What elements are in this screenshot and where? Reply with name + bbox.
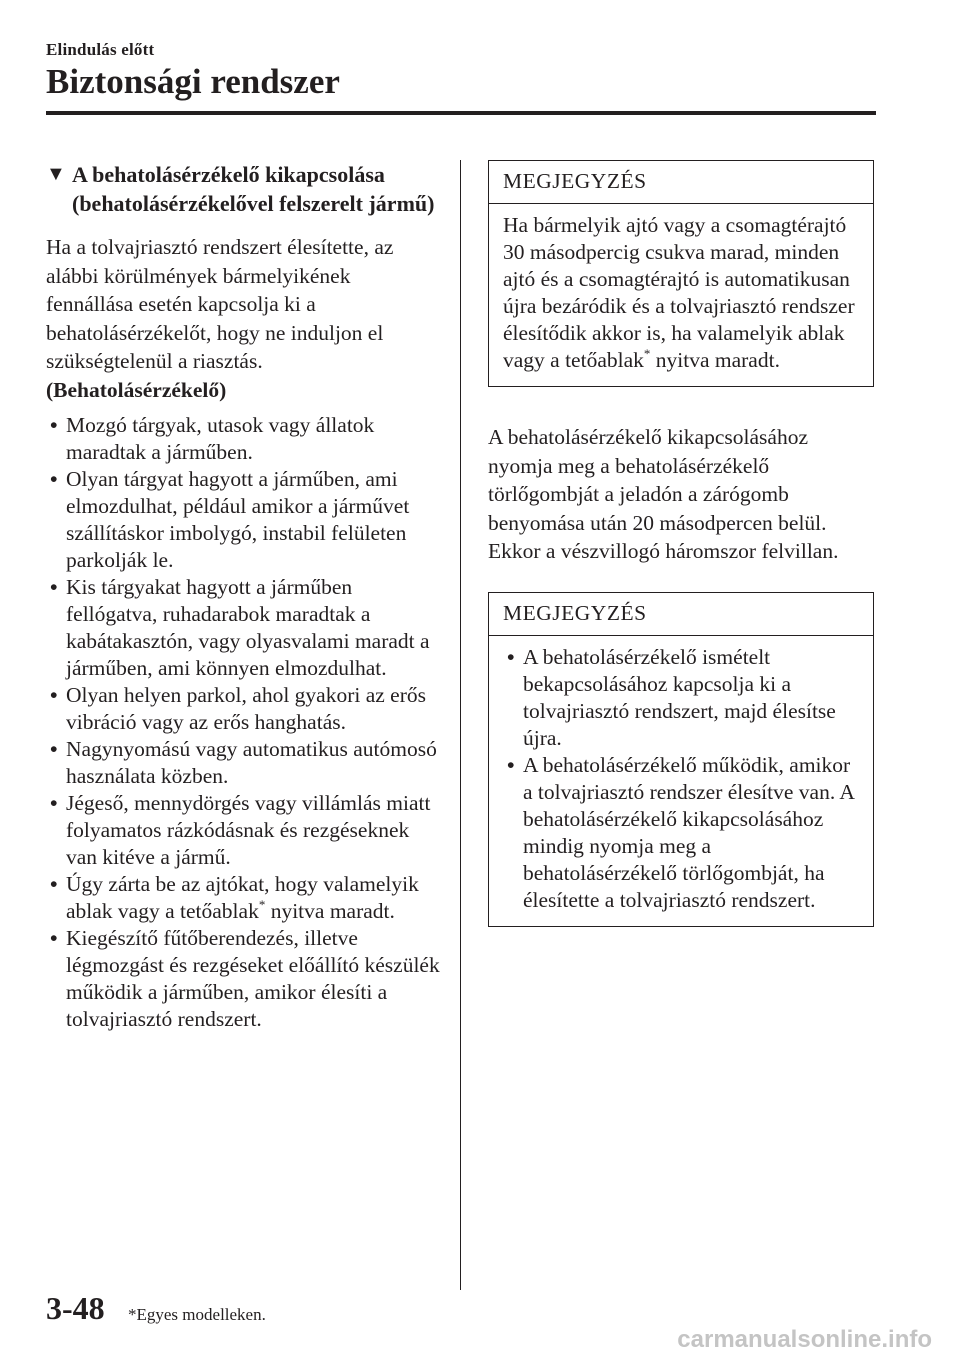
subheading: (Behatolásérzékelő)	[46, 377, 227, 402]
note-heading: MEGJEGYZÉS	[489, 593, 873, 636]
bullet-icon: •	[50, 413, 58, 437]
note-body	[489, 636, 873, 926]
right-column	[488, 160, 876, 927]
left-column	[46, 160, 441, 1033]
bullet-icon: •	[50, 467, 58, 491]
bullet-icon: •	[50, 683, 58, 707]
intro-paragraph: Ha a tolvajriasztó rendszert élesítette, az alábbi körülmények bármelyikének fennállása esetén kapcsolja ki a behatolásérzékelőt, hogy ne induljon el szükségtelenül a riasztás.	[46, 235, 394, 373]
note-box	[488, 592, 874, 927]
list-item	[503, 644, 861, 752]
main-paragraph: A behatolásérzékelő kikapcsolásához nyomja meg a behatolásérzékelő törlőgombját a jeladón a zárógomb benyomása után 20 másodpercen belül. Ekkor a vészvillogó háromszor felvillan.	[488, 425, 839, 563]
bullet-icon: •	[50, 872, 58, 896]
bullet-icon: •	[50, 926, 58, 950]
list-item	[46, 925, 441, 1033]
list-item	[46, 682, 441, 736]
bullet-icon: •	[50, 791, 58, 815]
list-item-text: Nagynyomású vagy automatikus autómosó használata közben.	[66, 737, 437, 788]
bullet-icon: •	[50, 575, 58, 599]
triangle-down-icon: ▼	[46, 163, 66, 185]
list-item-text: Kis tárgyakat hagyott a járműben fellógatva, ruhadarabok maradtak a kabátakasztón, vagy olyasvalami maradt a járműben, ami könnyen elmozdulhat.	[66, 575, 430, 680]
breadcrumb: Elindulás előtt	[46, 40, 155, 59]
list-item	[46, 790, 441, 871]
column-divider	[460, 160, 461, 1290]
list-item	[46, 412, 441, 466]
list-item-text: Olyan tárgyat hagyott a járműben, ami elmozdulhat, például amikor a járművet szállításkor imbolygó, instabil felületen parkolják le.	[66, 467, 410, 572]
watermark: carmanualsonline.info	[677, 1326, 932, 1353]
list-item-text: Kiegészítő fűtőberendezés, illetve légmozgást és rezgéseket előállító készülék működik a járműben, amikor élesíti a tolvajriasztó rendszert.	[66, 926, 440, 1031]
note-text: Ha bármelyik ajtó vagy a csomagtérajtó 30 másodpercig csukva marad, minden ajtó és a csomagtérajtó is automatikusan újra bezáródik és a tolvajriasztó rendszer élesítődik akkor is, ha valamelyik ablak vagy a tetőablak* nyitva maradt.	[503, 213, 855, 372]
list-item	[46, 466, 441, 574]
note-heading: MEGJEGYZÉS	[489, 161, 873, 204]
page-title: Biztonsági rendszer	[46, 62, 340, 101]
list-item	[46, 871, 441, 925]
note-body	[489, 204, 873, 386]
title-rule	[46, 111, 876, 115]
bullet-icon: •	[507, 644, 515, 669]
list-item-text: Úgy zárta be az ajtókat, hogy valamelyik ablak vagy a tetőablak* nyitva maradt.	[66, 872, 419, 923]
footnote: *Egyes modelleken.	[128, 1305, 266, 1324]
page-number: 3-48	[46, 1290, 105, 1326]
list-item-text: Jégeső, mennydörgés vagy villámlás miatt folyamatos rázkódásnak és rezgéseknek van kitéve a jármű.	[66, 791, 431, 869]
bullet-icon: •	[507, 752, 515, 777]
note-list	[503, 644, 861, 914]
list-item	[46, 574, 441, 682]
section-heading	[46, 160, 441, 218]
condition-list	[46, 412, 441, 1033]
list-item-text: A behatolásérzékelő ismételt bekapcsolásához kapcsolja ki a tolvajriasztó rendszert, majd élesítse újra.	[523, 644, 836, 750]
list-item-text: A behatolásérzékelő működik, amikor a tolvajriasztó rendszer élesítve van. A behatolásérzékelő kikapcsolásához mindig nyomja meg a behatolásérzékelő törlőgombját, ha élesítette a tolvajriasztó rendszert.	[523, 752, 854, 912]
list-item-text: Olyan helyen parkol, ahol gyakori az erős vibráció vagy az erős hanghatás.	[66, 683, 426, 734]
list-item	[503, 752, 861, 914]
list-item-text: Mozgó tárgyak, utasok vagy állatok maradtak a járműben.	[66, 413, 375, 464]
section-heading-text: A behatolásérzékelő kikapcsolása (behatolásérzékelővel felszerelt jármű)	[72, 162, 435, 216]
note-box	[488, 160, 874, 387]
list-item	[46, 736, 441, 790]
bullet-icon: •	[50, 737, 58, 761]
